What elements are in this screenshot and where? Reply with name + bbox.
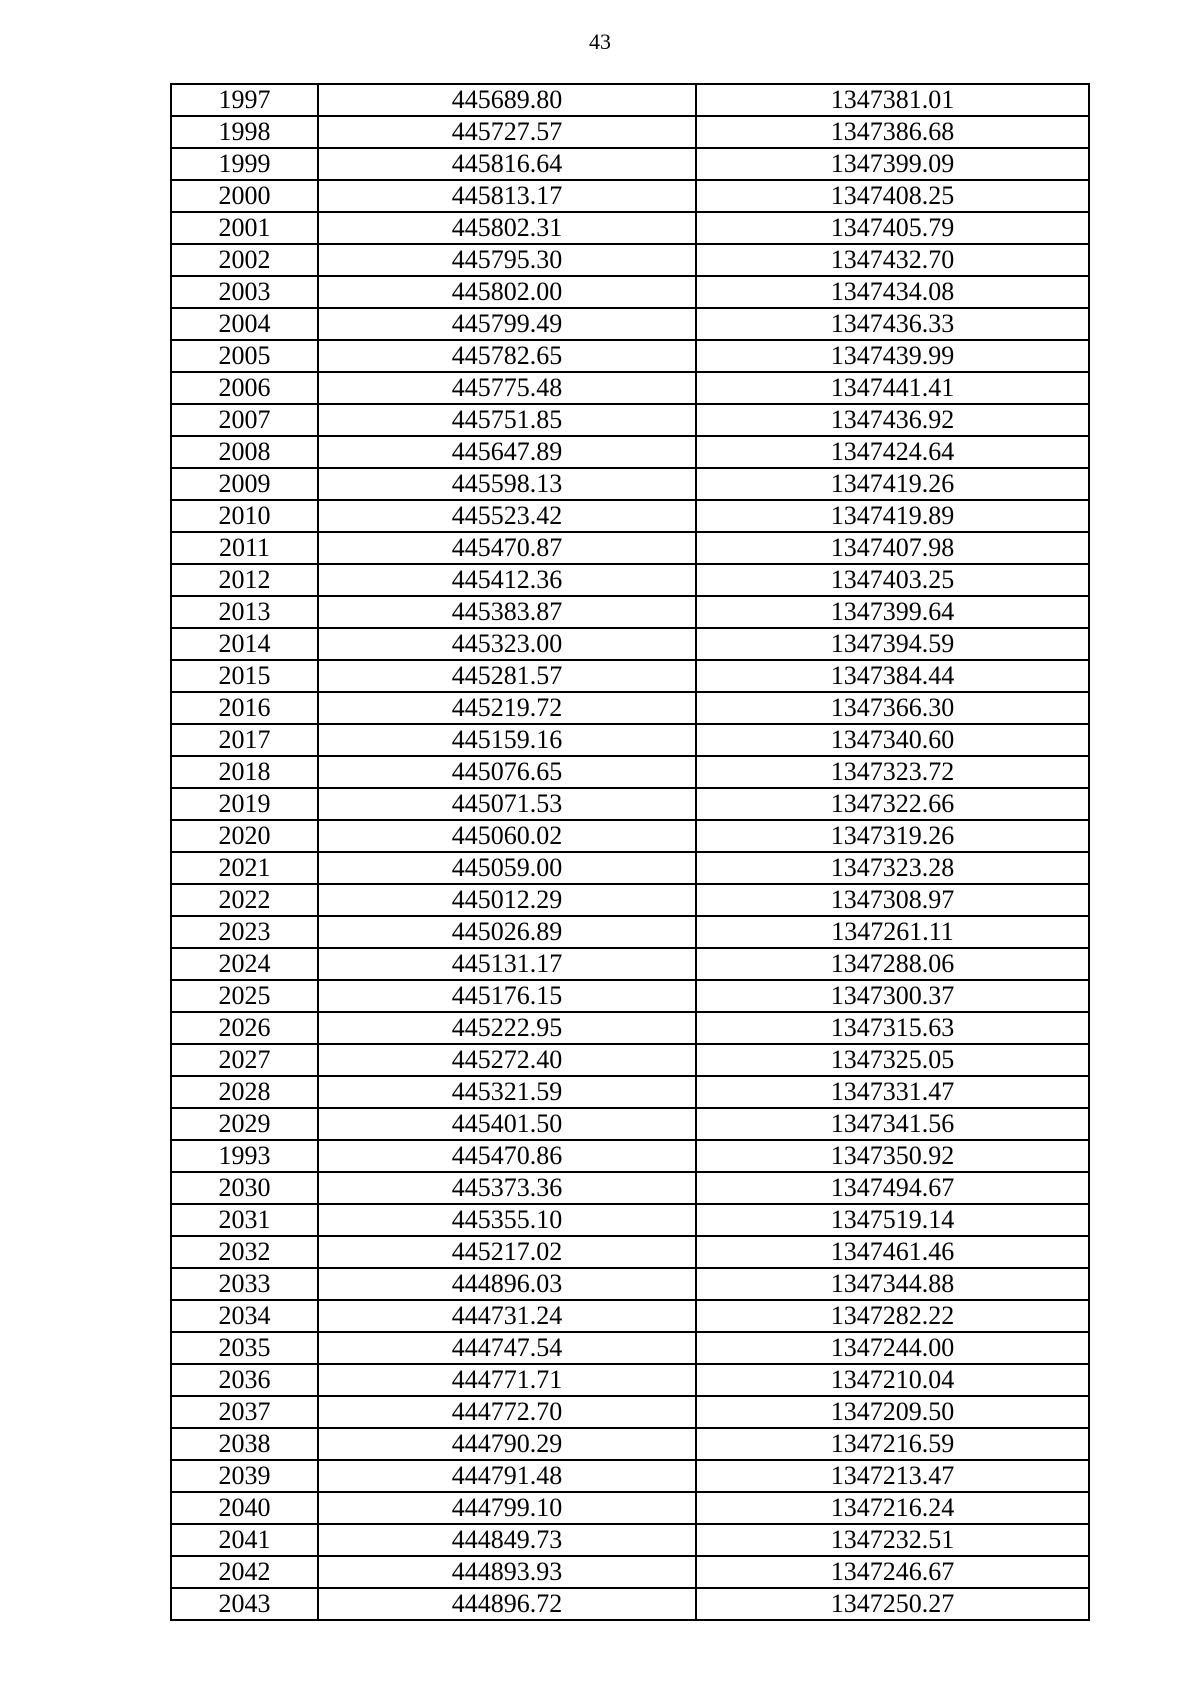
table-row xyxy=(171,660,1089,692)
point-id-cell: 2005 xyxy=(171,340,318,372)
x-coordinate-cell: 445217.02 xyxy=(318,1236,696,1268)
y-coordinate-cell: 1347407.98 xyxy=(696,532,1089,564)
table-row xyxy=(171,820,1089,852)
y-coordinate-cell: 1347394.59 xyxy=(696,628,1089,660)
table-row xyxy=(171,244,1089,276)
y-coordinate-cell: 1347344.88 xyxy=(696,1268,1089,1300)
table-row xyxy=(171,1492,1089,1524)
point-id-cell: 2032 xyxy=(171,1236,318,1268)
y-coordinate-cell: 1347384.44 xyxy=(696,660,1089,692)
table-row xyxy=(171,1268,1089,1300)
y-coordinate-cell: 1347282.22 xyxy=(696,1300,1089,1332)
table-row xyxy=(171,1588,1089,1620)
table-row xyxy=(171,1204,1089,1236)
y-coordinate-cell: 1347399.64 xyxy=(696,596,1089,628)
x-coordinate-cell: 445059.00 xyxy=(318,852,696,884)
table-row xyxy=(171,1108,1089,1140)
point-id-cell: 2015 xyxy=(171,660,318,692)
y-coordinate-cell: 1347399.09 xyxy=(696,148,1089,180)
table-row xyxy=(171,884,1089,916)
point-id-cell: 2013 xyxy=(171,596,318,628)
point-id-cell: 2002 xyxy=(171,244,318,276)
y-coordinate-cell: 1347494.67 xyxy=(696,1172,1089,1204)
point-id-cell: 2043 xyxy=(171,1588,318,1620)
table-row xyxy=(171,1364,1089,1396)
y-coordinate-cell: 1347341.56 xyxy=(696,1108,1089,1140)
point-id-cell: 2042 xyxy=(171,1556,318,1588)
y-coordinate-cell: 1347246.67 xyxy=(696,1556,1089,1588)
x-coordinate-cell: 444799.10 xyxy=(318,1492,696,1524)
y-coordinate-cell: 1347261.11 xyxy=(696,916,1089,948)
x-coordinate-cell: 445076.65 xyxy=(318,756,696,788)
table-row xyxy=(171,788,1089,820)
y-coordinate-cell: 1347319.26 xyxy=(696,820,1089,852)
y-coordinate-cell: 1347434.08 xyxy=(696,276,1089,308)
point-id-cell: 2029 xyxy=(171,1108,318,1140)
table-row xyxy=(171,116,1089,148)
y-coordinate-cell: 1347432.70 xyxy=(696,244,1089,276)
x-coordinate-cell: 445799.49 xyxy=(318,308,696,340)
x-coordinate-cell: 445647.89 xyxy=(318,436,696,468)
x-coordinate-cell: 444747.54 xyxy=(318,1332,696,1364)
table-row xyxy=(171,628,1089,660)
table-row xyxy=(171,1140,1089,1172)
point-id-cell: 2036 xyxy=(171,1364,318,1396)
point-id-cell: 2001 xyxy=(171,212,318,244)
point-id-cell: 2020 xyxy=(171,820,318,852)
x-coordinate-cell: 445383.87 xyxy=(318,596,696,628)
point-id-cell: 2022 xyxy=(171,884,318,916)
y-coordinate-cell: 1347216.59 xyxy=(696,1428,1089,1460)
y-coordinate-cell: 1347210.04 xyxy=(696,1364,1089,1396)
y-coordinate-cell: 1347366.30 xyxy=(696,692,1089,724)
x-coordinate-cell: 445813.17 xyxy=(318,180,696,212)
point-id-cell: 2026 xyxy=(171,1012,318,1044)
y-coordinate-cell: 1347216.24 xyxy=(696,1492,1089,1524)
point-id-cell: 2039 xyxy=(171,1460,318,1492)
y-coordinate-cell: 1347325.05 xyxy=(696,1044,1089,1076)
table-row xyxy=(171,852,1089,884)
point-id-cell: 1999 xyxy=(171,148,318,180)
point-id-cell: 2025 xyxy=(171,980,318,1012)
point-id-cell: 2006 xyxy=(171,372,318,404)
x-coordinate-cell: 445281.57 xyxy=(318,660,696,692)
y-coordinate-cell: 1347213.47 xyxy=(696,1460,1089,1492)
table-row xyxy=(171,1172,1089,1204)
point-id-cell: 2007 xyxy=(171,404,318,436)
point-id-cell: 2011 xyxy=(171,532,318,564)
table-row xyxy=(171,1428,1089,1460)
point-id-cell: 1993 xyxy=(171,1140,318,1172)
x-coordinate-cell: 445802.31 xyxy=(318,212,696,244)
y-coordinate-cell: 1347209.50 xyxy=(696,1396,1089,1428)
x-coordinate-cell: 444896.03 xyxy=(318,1268,696,1300)
table-row xyxy=(171,340,1089,372)
table-row xyxy=(171,1044,1089,1076)
y-coordinate-cell: 1347461.46 xyxy=(696,1236,1089,1268)
y-coordinate-cell: 1347323.72 xyxy=(696,756,1089,788)
page-number: 43 xyxy=(589,29,611,54)
table-row xyxy=(171,532,1089,564)
point-id-cell: 2000 xyxy=(171,180,318,212)
x-coordinate-cell: 445373.36 xyxy=(318,1172,696,1204)
table-row xyxy=(171,372,1089,404)
table-row xyxy=(171,212,1089,244)
x-coordinate-cell: 444731.24 xyxy=(318,1300,696,1332)
y-coordinate-cell: 1347250.27 xyxy=(696,1588,1089,1620)
table-row xyxy=(171,500,1089,532)
table-row xyxy=(171,564,1089,596)
table-row xyxy=(171,1236,1089,1268)
x-coordinate-cell: 445071.53 xyxy=(318,788,696,820)
table-row xyxy=(171,404,1089,436)
x-coordinate-cell: 445470.86 xyxy=(318,1140,696,1172)
point-id-cell: 2035 xyxy=(171,1332,318,1364)
table-row xyxy=(171,1332,1089,1364)
x-coordinate-cell: 444893.93 xyxy=(318,1556,696,1588)
y-coordinate-cell: 1347419.26 xyxy=(696,468,1089,500)
table-row xyxy=(171,980,1089,1012)
table-row xyxy=(171,1524,1089,1556)
x-coordinate-cell: 445802.00 xyxy=(318,276,696,308)
table-row xyxy=(171,948,1089,980)
point-id-cell: 2030 xyxy=(171,1172,318,1204)
point-id-cell: 2009 xyxy=(171,468,318,500)
y-coordinate-cell: 1347232.51 xyxy=(696,1524,1089,1556)
x-coordinate-cell: 445321.59 xyxy=(318,1076,696,1108)
x-coordinate-cell: 445751.85 xyxy=(318,404,696,436)
point-id-cell: 2027 xyxy=(171,1044,318,1076)
x-coordinate-cell: 445323.00 xyxy=(318,628,696,660)
x-coordinate-cell: 445219.72 xyxy=(318,692,696,724)
y-coordinate-cell: 1347436.92 xyxy=(696,404,1089,436)
x-coordinate-cell: 445795.30 xyxy=(318,244,696,276)
point-id-cell: 2024 xyxy=(171,948,318,980)
table-row xyxy=(171,276,1089,308)
table-row xyxy=(171,1556,1089,1588)
point-id-cell: 2003 xyxy=(171,276,318,308)
y-coordinate-cell: 1347436.33 xyxy=(696,308,1089,340)
y-coordinate-cell: 1347403.25 xyxy=(696,564,1089,596)
x-coordinate-cell: 445131.17 xyxy=(318,948,696,980)
point-id-cell: 2033 xyxy=(171,1268,318,1300)
y-coordinate-cell: 1347288.06 xyxy=(696,948,1089,980)
table-row xyxy=(171,916,1089,948)
point-id-cell: 2017 xyxy=(171,724,318,756)
point-id-cell: 2021 xyxy=(171,852,318,884)
y-coordinate-cell: 1347381.01 xyxy=(696,84,1089,116)
x-coordinate-cell: 444849.73 xyxy=(318,1524,696,1556)
point-id-cell: 2023 xyxy=(171,916,318,948)
y-coordinate-cell: 1347300.37 xyxy=(696,980,1089,1012)
x-coordinate-cell: 444791.48 xyxy=(318,1460,696,1492)
y-coordinate-cell: 1347386.68 xyxy=(696,116,1089,148)
point-id-cell: 2037 xyxy=(171,1396,318,1428)
point-id-cell: 2031 xyxy=(171,1204,318,1236)
table-row xyxy=(171,436,1089,468)
x-coordinate-cell: 445689.80 xyxy=(318,84,696,116)
table-row xyxy=(171,756,1089,788)
point-id-cell: 2014 xyxy=(171,628,318,660)
x-coordinate-cell: 445598.13 xyxy=(318,468,696,500)
table-row xyxy=(171,84,1089,116)
x-coordinate-cell: 445523.42 xyxy=(318,500,696,532)
x-coordinate-cell: 445412.36 xyxy=(318,564,696,596)
point-id-cell: 1997 xyxy=(171,84,318,116)
x-coordinate-cell: 445012.29 xyxy=(318,884,696,916)
table-row xyxy=(171,1076,1089,1108)
x-coordinate-cell: 445355.10 xyxy=(318,1204,696,1236)
x-coordinate-cell: 444896.72 xyxy=(318,1588,696,1620)
x-coordinate-cell: 445060.02 xyxy=(318,820,696,852)
table-row xyxy=(171,1396,1089,1428)
point-id-cell: 2008 xyxy=(171,436,318,468)
point-id-cell: 2028 xyxy=(171,1076,318,1108)
point-id-cell: 2019 xyxy=(171,788,318,820)
y-coordinate-cell: 1347322.66 xyxy=(696,788,1089,820)
y-coordinate-cell: 1347519.14 xyxy=(696,1204,1089,1236)
x-coordinate-cell: 445272.40 xyxy=(318,1044,696,1076)
table-row xyxy=(171,148,1089,180)
table-row xyxy=(171,1012,1089,1044)
y-coordinate-cell: 1347408.25 xyxy=(696,180,1089,212)
x-coordinate-cell: 445782.65 xyxy=(318,340,696,372)
point-id-cell: 1998 xyxy=(171,116,318,148)
y-coordinate-cell: 1347308.97 xyxy=(696,884,1089,916)
coordinates-table xyxy=(170,83,1090,1621)
coordinates-table-body xyxy=(171,84,1089,1620)
point-id-cell: 2040 xyxy=(171,1492,318,1524)
x-coordinate-cell: 444772.70 xyxy=(318,1396,696,1428)
table-row xyxy=(171,180,1089,212)
y-coordinate-cell: 1347315.63 xyxy=(696,1012,1089,1044)
point-id-cell: 2004 xyxy=(171,308,318,340)
point-id-cell: 2034 xyxy=(171,1300,318,1332)
y-coordinate-cell: 1347424.64 xyxy=(696,436,1089,468)
point-id-cell: 2041 xyxy=(171,1524,318,1556)
x-coordinate-cell: 445470.87 xyxy=(318,532,696,564)
table-row xyxy=(171,692,1089,724)
x-coordinate-cell: 445775.48 xyxy=(318,372,696,404)
table-row xyxy=(171,1460,1089,1492)
table-row xyxy=(171,1300,1089,1332)
y-coordinate-cell: 1347244.00 xyxy=(696,1332,1089,1364)
x-coordinate-cell: 445222.95 xyxy=(318,1012,696,1044)
table-row xyxy=(171,724,1089,756)
x-coordinate-cell: 445401.50 xyxy=(318,1108,696,1140)
x-coordinate-cell: 445816.64 xyxy=(318,148,696,180)
y-coordinate-cell: 1347340.60 xyxy=(696,724,1089,756)
point-id-cell: 2018 xyxy=(171,756,318,788)
y-coordinate-cell: 1347419.89 xyxy=(696,500,1089,532)
x-coordinate-cell: 444790.29 xyxy=(318,1428,696,1460)
x-coordinate-cell: 445026.89 xyxy=(318,916,696,948)
y-coordinate-cell: 1347323.28 xyxy=(696,852,1089,884)
table-row xyxy=(171,308,1089,340)
point-id-cell: 2010 xyxy=(171,500,318,532)
y-coordinate-cell: 1347331.47 xyxy=(696,1076,1089,1108)
y-coordinate-cell: 1347405.79 xyxy=(696,212,1089,244)
y-coordinate-cell: 1347439.99 xyxy=(696,340,1089,372)
point-id-cell: 2038 xyxy=(171,1428,318,1460)
x-coordinate-cell: 445159.16 xyxy=(318,724,696,756)
point-id-cell: 2012 xyxy=(171,564,318,596)
x-coordinate-cell: 445176.15 xyxy=(318,980,696,1012)
y-coordinate-cell: 1347441.41 xyxy=(696,372,1089,404)
table-row xyxy=(171,596,1089,628)
x-coordinate-cell: 444771.71 xyxy=(318,1364,696,1396)
table-row xyxy=(171,468,1089,500)
y-coordinate-cell: 1347350.92 xyxy=(696,1140,1089,1172)
x-coordinate-cell: 445727.57 xyxy=(318,116,696,148)
point-id-cell: 2016 xyxy=(171,692,318,724)
